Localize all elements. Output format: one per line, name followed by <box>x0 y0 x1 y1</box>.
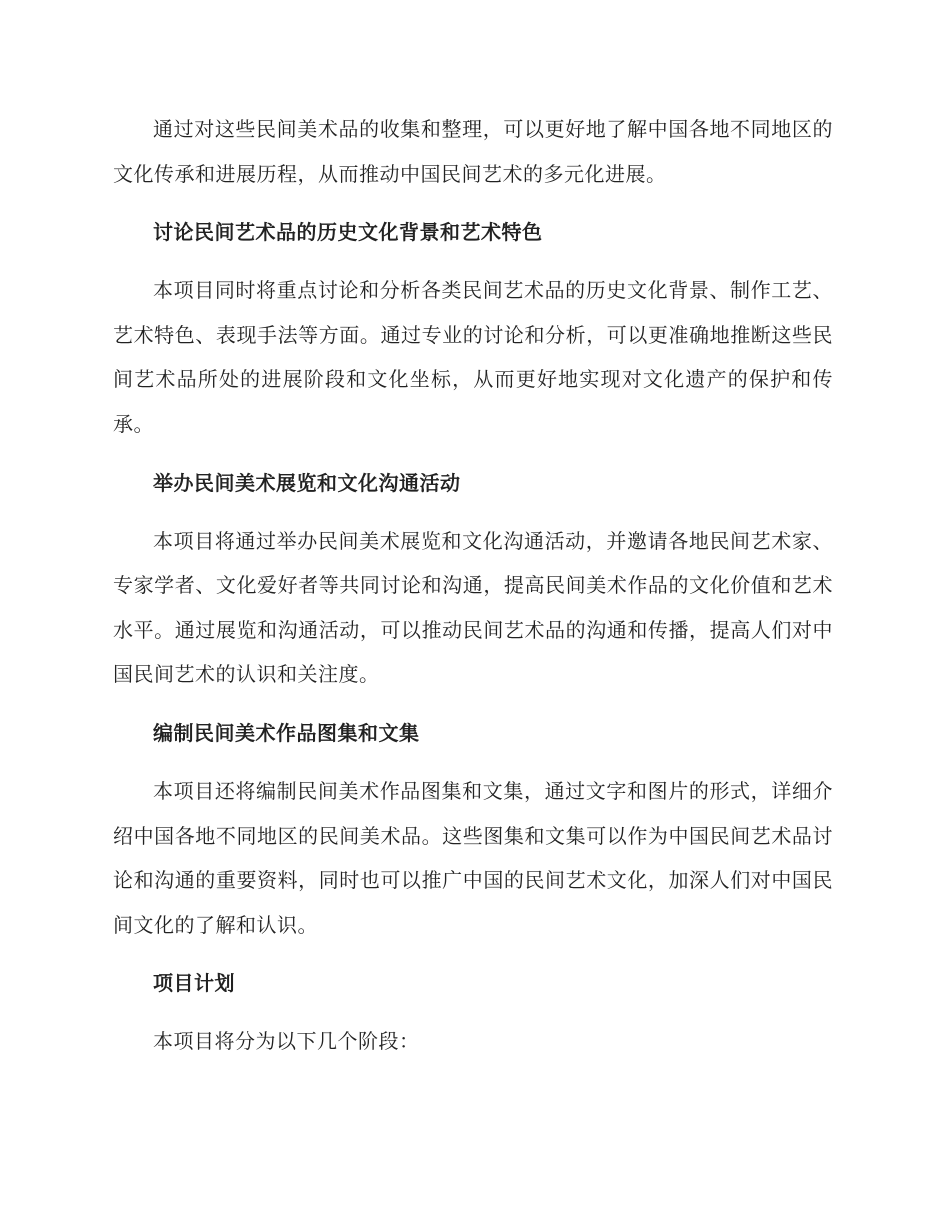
document-page <box>113 107 833 1078</box>
paragraph-exhibition: 本项目将通过举办民间美术展览和文化沟通活动，并邀请各地民间艺术家、专家学者、文化爱好者等共同讨论和沟通，提高民间美术作品的文化价值和艺术水平。通过展览和沟通活动，可以推动民间艺术品的沟通和传播，提高人们对中国民间艺术的认识和关注度。 <box>113 528 833 687</box>
paragraph-collection-summary: 通过对这些民间美术品的收集和整理，可以更好地了解中国各地不同地区的文化传承和进展历程，从而推动中国民间艺术的多元化进展。 <box>113 117 833 186</box>
heading-exhibition: 举办民间美术展览和文化沟通活动 <box>153 470 461 495</box>
heading-project-plan: 项目计划 <box>153 971 235 996</box>
heading-history-culture: 讨论民间艺术品的历史文化背景和艺术特色 <box>153 220 543 245</box>
paragraph-atlas: 本项目还将编制民间美术作品图集和文集，通过文字和图片的形式，详细介绍中国各地不同地区的民间美术品。这些图集和文集可以作为中国民间艺术品讨论和沟通的重要资料，同时也可以推广中国的民间艺术文化，加深人们对中国民间文化的了解和认识。 <box>113 778 833 937</box>
paragraph-history-culture: 本项目同时将重点讨论和分析各类民间艺术品的历史文化背景、制作工艺、艺术特色、表现手法等方面。通过专业的讨论和分析，可以更准确地推断这些民间艺术品所处的进展阶段和文化坐标，从而更好地实现对文化遗产的保护和传承。 <box>113 278 833 436</box>
heading-atlas: 编制民间美术作品图集和文集 <box>153 720 420 745</box>
paragraph-project-plan: 本项目将分为以下几个阶段： <box>153 1029 420 1054</box>
